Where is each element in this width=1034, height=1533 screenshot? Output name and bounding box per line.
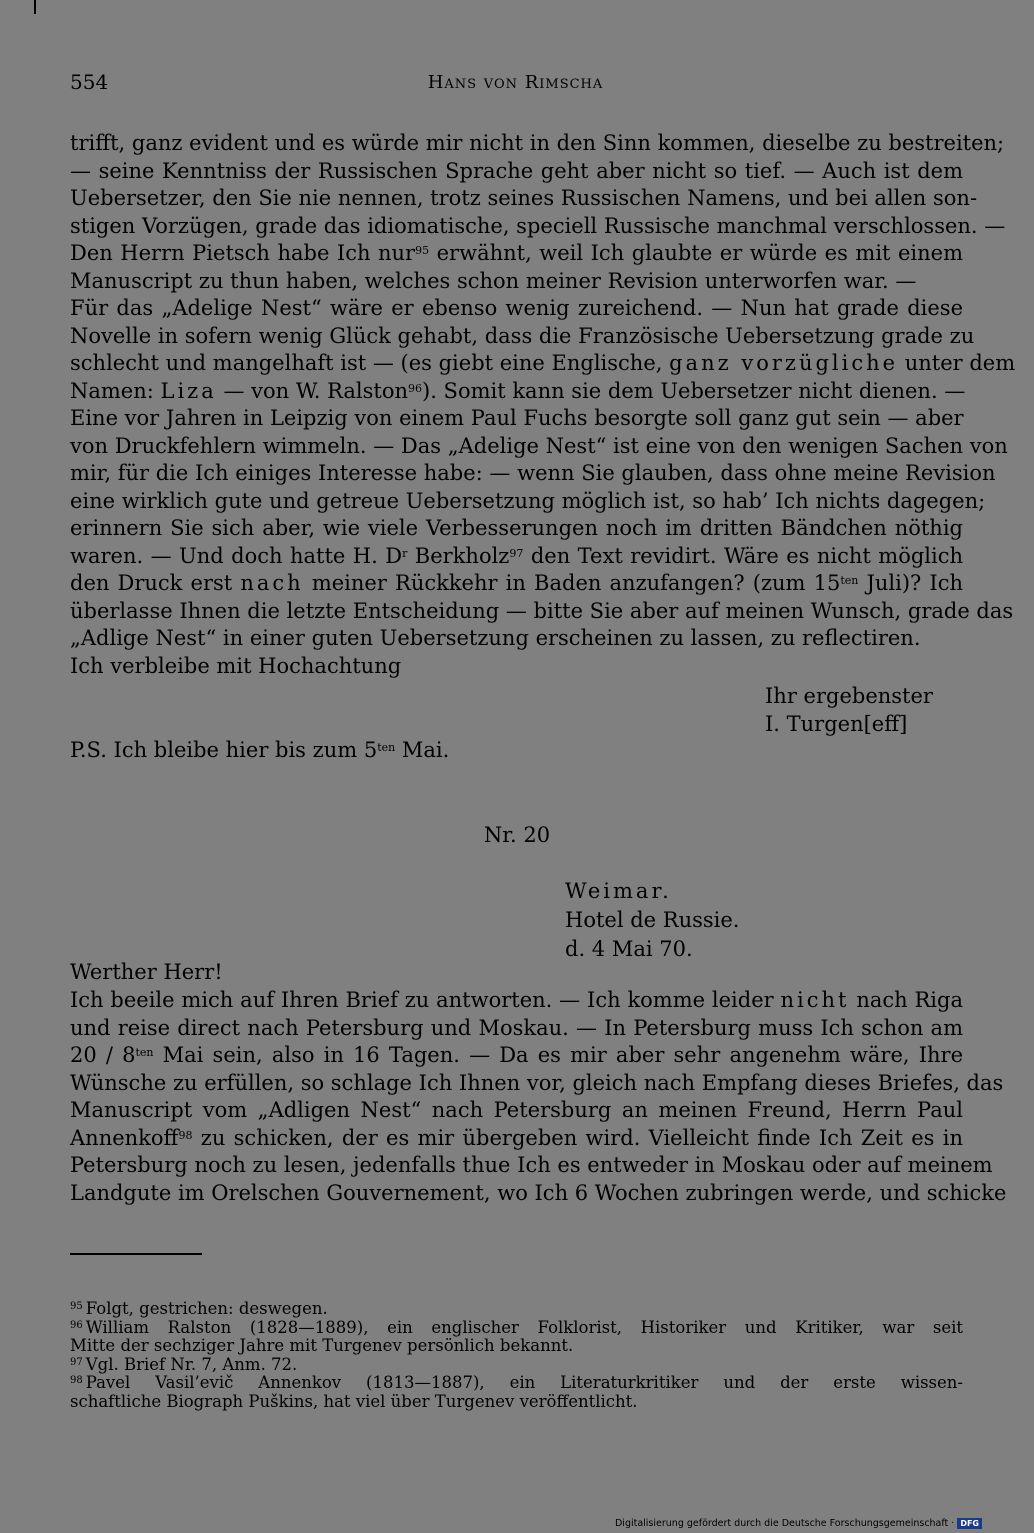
text-line: Landgute im Orelschen Gouvernement, wo Ich 6 Wochen zubringen werde, und schicke (70, 1180, 1007, 1205)
text-line: mir, für die Ich einiges Interesse habe: — wenn Sie glauben, dass ohne meine Revision (70, 461, 996, 485)
footnote: $^{97}$ Vgl. Brief Nr. 7, Anm. 72. (70, 1354, 298, 1374)
text-line: und reise direct nach Petersburg und Moskau. — In Petersburg muss Ich schon am (70, 1015, 963, 1040)
text-line: Ich beeile mich auf Ihren Brief zu antworten. — Ich komme leider nicht nach Riga (70, 988, 963, 1012)
footnote-ref: 98 (178, 1128, 193, 1142)
emphasized-text: nach (240, 571, 304, 595)
closing-line: Ihr ergebenster (765, 684, 933, 708)
footnote: $^{96}$ William Ralston (1828—1889), ein englischer Folklorist, Historiker und Kritiker, war seit Mitte der sechziger Jahre mit Turgenev persönlich bekannt. (70, 1317, 963, 1355)
text-line: eine wirklich gute und getreue Uebersetzung möglich ist, so hab’ Ich nichts dagegen; (70, 488, 986, 513)
text-line: waren. — Und doch hatte H. $D^r$ Berkholz$^{97}$ den Text revidirt. Wäre es nicht möglich (70, 543, 963, 568)
emphasized-text: ganz vorzügliche (669, 351, 899, 375)
emphasized-text: nicht (780, 988, 850, 1012)
dfg-logo: DFG (957, 1518, 982, 1529)
footnote-number: 98 (70, 1375, 83, 1386)
text-line: „Adlige Nest“ in einer guten Uebersetzung erscheinen zu lassen, zu reflectiren. (70, 626, 921, 650)
text-line: Ich verbleibe mit Hochachtung (70, 653, 402, 678)
text-line: Manuscript vom „Adligen Nest“ nach Petersburg an meinen Freund, Herrn Paul (70, 1098, 963, 1122)
letter-number: Nr. 20 (483, 823, 551, 847)
footnote-number: 96 (70, 1319, 83, 1331)
text-line: erinnern Sie sich aber, wie viele Verbesserungen noch im dritten Bändchen nöthig (70, 516, 963, 540)
letter-place-date (565, 877, 739, 964)
postscript: P.S. Ich bleibe hier bis zum $5^{ten}$ Mai. (70, 738, 450, 762)
text-line: von Druckfehlern wimmeln. — Das „Adelige Nest“ ist eine von den wenigen Sachen von (70, 433, 1008, 458)
footnote-divider (70, 1253, 202, 1255)
text-line: Novelle in sofern wenig Glück gehabt, dass die Französische Uebersetzung grade zu (70, 323, 975, 348)
text-line: $20 / 8^{ten}$ Mai sein, also in 16 Tagen. — Da es mir aber sehr angenehm wäre, Ihre (70, 1043, 963, 1067)
text-line: überlasse Ihnen die letzte Entscheidung — bitte Sie aber auf meinen Wunsch, grade das (70, 598, 1014, 623)
letter-date: d. 4 Mai 70. (565, 937, 693, 961)
text-line: Den Herrn Pietsch habe Ich nur$^{95}$ erwähnt, weil Ich glaubte er würde es mit einem (70, 241, 964, 265)
salutation: Werther Herr! (70, 960, 223, 984)
text-line: Uebersetzer, den Sie nie nennen, trotz seines Russischen Namens, und bei allen son- (70, 186, 978, 210)
letter-19-body (70, 130, 1016, 680)
credit-text: Digitalisierung gefördert durch die Deutsche Forschungsgemeinschaft · (614, 1518, 955, 1529)
footnote-ref: 95 (415, 244, 430, 257)
text-line: Eine vor Jahren in Leipzig von einem Paul Fuchs besorgte soll ganz gut sein — aber (70, 406, 964, 430)
place-hotel: Hotel de Russie. (565, 908, 740, 932)
running-head: Hans von Rimscha (427, 72, 604, 93)
signature: I. Turgen[eff] (765, 711, 908, 736)
text-line: Namen: Liza — von W. Ralston$^{96}$). Somit kann sie dem Uebersetzer nicht dienen. — (70, 378, 966, 403)
text-line: Annenkoff$^{98}$ zu schicken, der es mir übergeben wird. Vielleicht finde Ich Zeit es in (70, 1125, 963, 1150)
footnote-ref: 97 (509, 546, 524, 560)
text-line: Manuscript zu thun haben, welches schon meiner Revision unterworfen war. — (70, 268, 917, 293)
footnote-number: 97 (70, 1356, 83, 1368)
page-number: 554 (70, 70, 109, 94)
footnote: $^{95}$ Folgt, gestrichen: deswegen. (70, 1299, 328, 1318)
page-header (70, 70, 961, 100)
footnote: $^{98}$ Pavel Vasil’evič Annenkov (1813—1887), ein Literaturkritiker und der erste wissen- schaftliche Biograph Puškins, hat viel über Turgenev veröffentlicht. (70, 1373, 963, 1411)
emphasized-text: Liza (160, 378, 217, 403)
digitization-credit (615, 1518, 982, 1529)
text-line: stigen Vorzügen, grade das idiomatische, speciell Russische manchmal verschlossen. — (70, 213, 1006, 238)
footnote-number: 95 (70, 1301, 83, 1312)
letter-closing (765, 683, 933, 738)
text-line: trifft, ganz evident und es würde mir nicht in den Sinn kommen, dieselbe zu bestreiten; (70, 131, 1005, 155)
footnote-ref: 96 (408, 381, 423, 395)
text-line: Für das „Adelige Nest“ wäre er ebenso wenig zureichend. — Nun hat grade diese (70, 296, 963, 320)
footnotes (70, 1300, 963, 1411)
text-line: Wünsche zu erfüllen, so schlage Ich Ihnen vor, gleich nach Empfang dieses Briefes, das (70, 1070, 1004, 1095)
text-line: schlecht und mangelhaft ist — (es giebt eine Englische, ganz vorzügliche unter dem (70, 351, 1016, 375)
text-line: Petersburg noch zu lesen, jedenfalls thue Ich es entweder in Moskau oder auf meinem (70, 1153, 993, 1177)
place-city: Weimar. (565, 879, 672, 903)
text-line: — seine Kenntniss der Russischen Sprache geht aber nicht so tief. — Auch ist dem (70, 158, 963, 183)
letter-20-body (70, 987, 1007, 1207)
scan-mark (34, 0, 36, 14)
text-line: den Druck erst nach meiner Rückkehr in Baden anzufangen? (zum $15^{ten}$ Juli)? Ich (70, 571, 963, 595)
